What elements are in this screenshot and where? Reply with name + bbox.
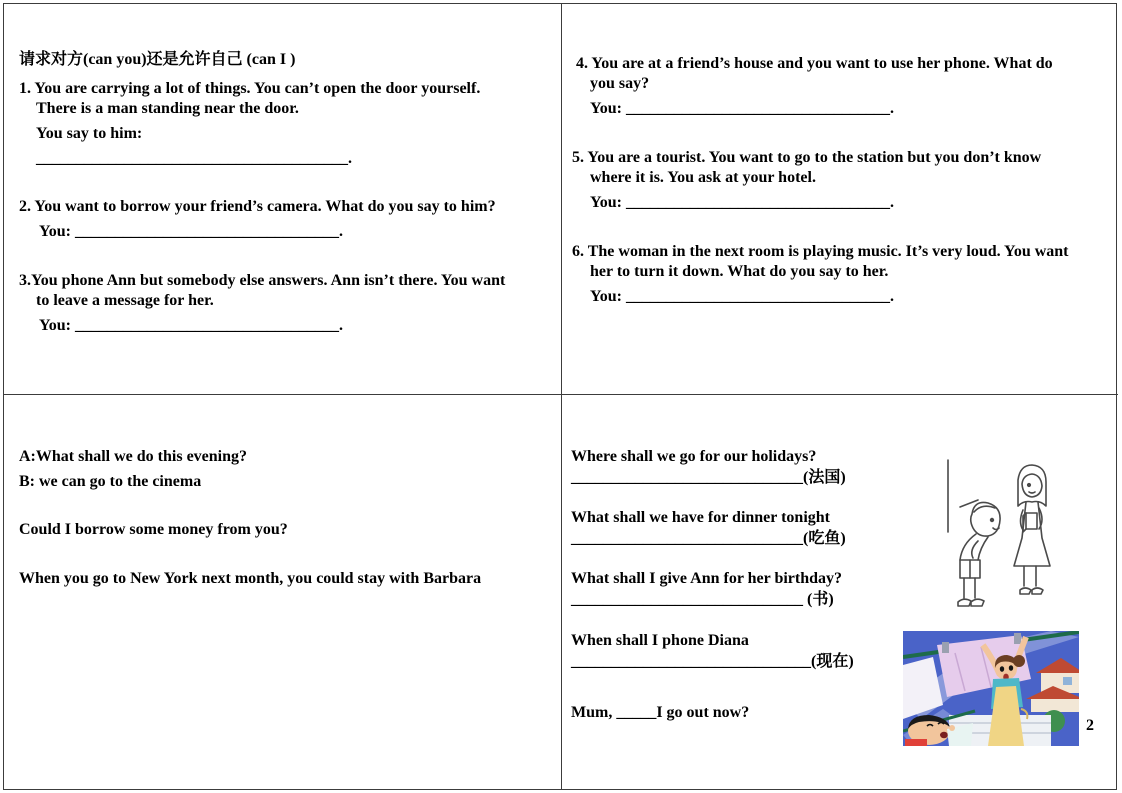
exercise-5-text: where it is. You ask at your hotel. — [590, 169, 816, 186]
sentence-borrow: Could I borrow some money from you? — [19, 521, 288, 538]
exercise-3-blank: You: _________________________________. — [39, 317, 344, 334]
exercise-1-text: You say to him: — [36, 125, 143, 142]
slide-can-you-can-i — [4, 4, 561, 394]
exercise-4-blank: You: _________________________________. — [590, 100, 895, 117]
shinchan-cartoon-image — [903, 631, 1079, 746]
page-number: 2 — [1086, 717, 1094, 734]
question-mum-go-out: Mum, _____I go out now? — [571, 704, 750, 721]
question-phone-diana: When shall I phone Diana — [571, 632, 749, 649]
dialogue-line-b: B: we can go to the cinema — [19, 473, 202, 490]
bowing-boy-drawing — [938, 450, 1062, 615]
slide-exercises-4-6 — [562, 4, 1117, 394]
illustration-boy-bowing-to-woman — [938, 450, 1062, 615]
exercise-6-text: 6. The woman in the next room is playing music. It’s very loud. You want — [572, 243, 1069, 260]
exercise-2-text: 2. You want to borrow your friend’s camera. What do you say to him? — [19, 198, 496, 215]
sentence-new-york: When you go to New York next month, you could stay with Barbara — [19, 570, 482, 587]
answer-blank-now: ______________________________(现在) — [571, 653, 854, 670]
exercise-4-text: you say? — [590, 75, 650, 92]
answer-blank-fish: _____________________________(吃鱼) — [571, 530, 846, 547]
dialogue-line-a: A:What shall we do this evening? — [19, 448, 248, 465]
exercise-1-text: 1. You are carrying a lot of things. You can’t open the door yourself. — [19, 80, 481, 97]
exercise-6-blank: You: _________________________________. — [590, 288, 895, 305]
exercise-1-blank: _______________________________________. — [36, 150, 352, 167]
exercise-2-blank: You: _________________________________. — [39, 223, 344, 240]
exercise-3-text: 3.You phone Ann but somebody else answers. Ann isn’t there. You want — [19, 272, 506, 289]
answer-blank-france: _____________________________(法国) — [571, 469, 846, 486]
exercise-5-blank: You: _________________________________. — [590, 194, 895, 211]
exercise-3-text: to leave a message for her. — [36, 292, 214, 309]
question-dinner: What shall we have for dinner tonight — [571, 509, 830, 526]
question-birthday: What shall I give Ann for her birthday? — [571, 570, 843, 587]
slide-dialogue-examples — [4, 395, 561, 789]
exercise-4-text: 4. You are at a friend’s house and you want to use her phone. What do — [576, 55, 1053, 72]
exercise-6-text: her to turn it down. What do you say to her. — [590, 263, 889, 280]
exercise-1-text: There is a man standing near the door. — [36, 100, 299, 117]
answer-blank-book: _____________________________ (书) — [571, 591, 834, 608]
cartoon-shinchan-laundry — [903, 631, 1079, 746]
exercise-5-text: 5. You are a tourist. You want to go to the station but you don’t know — [572, 149, 1042, 166]
slide-title: 请求对方(can you)还是允许自己 (can I ) — [19, 51, 296, 68]
question-holidays: Where shall we go for our holidays? — [571, 448, 817, 465]
